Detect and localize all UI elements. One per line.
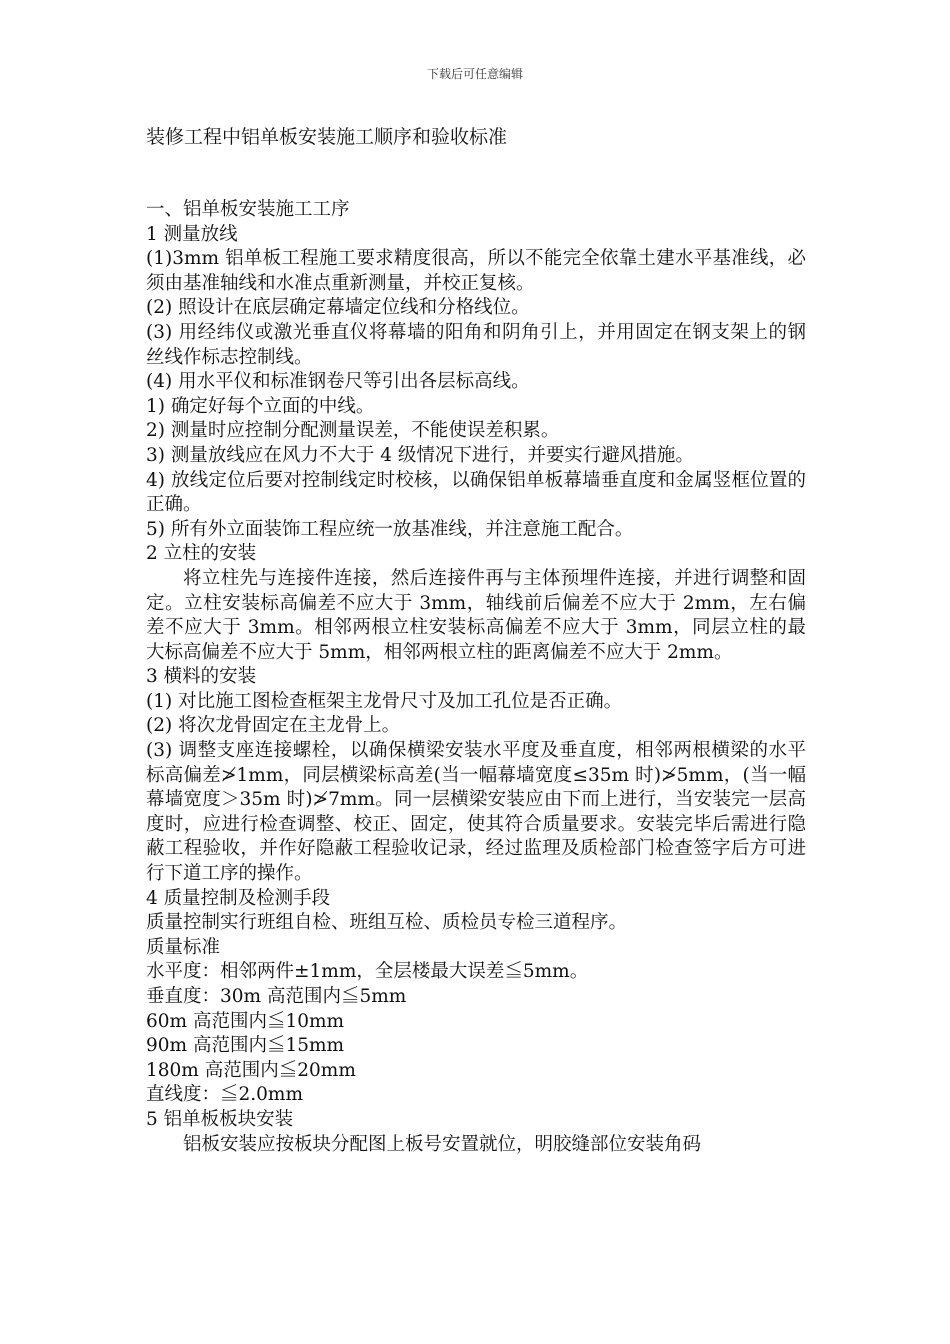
paragraph: 60m 高范围内≦10mm bbox=[146, 1010, 345, 1032]
paragraph: 将立柱先与连接件连接，然后连接件再与主体预埋件连接，并进行调整和固定。立柱安装标高偏差不应大于 3mm，轴线前后偏差不应大于 2mm，左右偏差不应大于 3mm。相邻两根立柱安装标高偏差不应大于 3mm，同层立柱的最大标高偏差不应大于 5mm，相邻两根立柱的距离偏差不应大于 2mm。 bbox=[146, 567, 806, 663]
paragraph: (2) 照设计在底层确定幕墙定位线和分格线位。 bbox=[146, 297, 530, 319]
paragraph: 1) 确定好每个立面的中线。 bbox=[146, 395, 375, 417]
paragraph: 质量标准 bbox=[146, 936, 221, 958]
paragraph: 3) 测量放线应在风力不大于 4 级情况下进行，并要实行避风措施。 bbox=[146, 444, 694, 466]
paragraph: 铝板安装应按板块分配图上板号安置就位，明胶缝部位安装角码 bbox=[183, 1133, 702, 1155]
paragraph: 直线度：≦2.0mm bbox=[146, 1084, 304, 1106]
paragraph: (1)3mm 铝单板工程施工要求精度很高，所以不能完全依靠土建水平基准线，必须由基准轴线和水准点重新测量，并校正复核。 bbox=[146, 248, 806, 294]
paragraph: 一、铝单板安装施工工序 bbox=[146, 199, 350, 220]
paragraph: (3) 用经纬仪或激光垂直仪将幕墙的阳角和阴角引上，并用固定在钢支架上的钢丝线作标志控制线。 bbox=[146, 321, 806, 368]
paragraph: 4 质量控制及检测手段 bbox=[146, 887, 331, 909]
page-header: 下载后可任意编辑 bbox=[426, 67, 523, 81]
document-title: 装修工程中铝单板安装施工顺序和验收标准 bbox=[146, 126, 508, 148]
paragraph: 180m 高范围内≦20mm bbox=[146, 1059, 356, 1081]
paragraph: (3) 调整支座连接螺栓，以确保横梁安装水平度及垂直度，相邻两根横梁的水平标高偏差≯1mm，同层横梁标高差(当一幅幕墙宽度≤35m 时)≯5mm，(当一幅幕墙宽度＞35m 时)≯7mm。同一层横梁安装应由下而上进行，当安装完一层高度时，应进行检查调整、校正、固定，使其符合质量要求。安装完毕后需进行隐蔽工程验收，并作好隐蔽工程验收记录，经过监理及质检部门检查签字后方可进行下道工序的操作。 bbox=[146, 740, 806, 885]
paragraph: 4) 放线定位后要对控制线定时校核，以确保铝单板幕墙垂直度和金属竖框位置的正确。 bbox=[146, 469, 806, 516]
paragraph: 90m 高范围内≦15mm bbox=[146, 1035, 345, 1057]
paragraph: 1 测量放线 bbox=[146, 223, 238, 245]
paragraph: 质量控制实行班组自检、班组互检、质检员专检三道程序。 bbox=[146, 912, 628, 934]
paragraph: 5 铝单板板块安装 bbox=[146, 1108, 294, 1130]
paragraph: 2) 测量时应控制分配测量误差，不能使误差积累。 bbox=[146, 420, 560, 442]
paragraph: (1) 对比施工图检查框架主龙骨尺寸及加工孔位是否正确。 bbox=[146, 690, 623, 712]
paragraph: 3 横料的安装 bbox=[146, 666, 257, 688]
document-body bbox=[146, 198, 806, 1157]
paragraph: (4) 用水平仪和标准钢卷尺等引出各层标高线。 bbox=[146, 371, 530, 393]
paragraph: 2 立柱的安装 bbox=[146, 543, 257, 565]
paragraph: 5) 所有外立面装饰工程应统一放基准线，并注意施工配合。 bbox=[146, 518, 634, 540]
paragraph: (2) 将次龙骨固定在主龙骨上。 bbox=[146, 715, 401, 737]
paragraph: 垂直度：30m 高范围内≦5mm bbox=[146, 986, 407, 1007]
paragraph: 水平度：相邻两件±1mm，全层楼最大误差≦5mm。 bbox=[146, 961, 589, 983]
